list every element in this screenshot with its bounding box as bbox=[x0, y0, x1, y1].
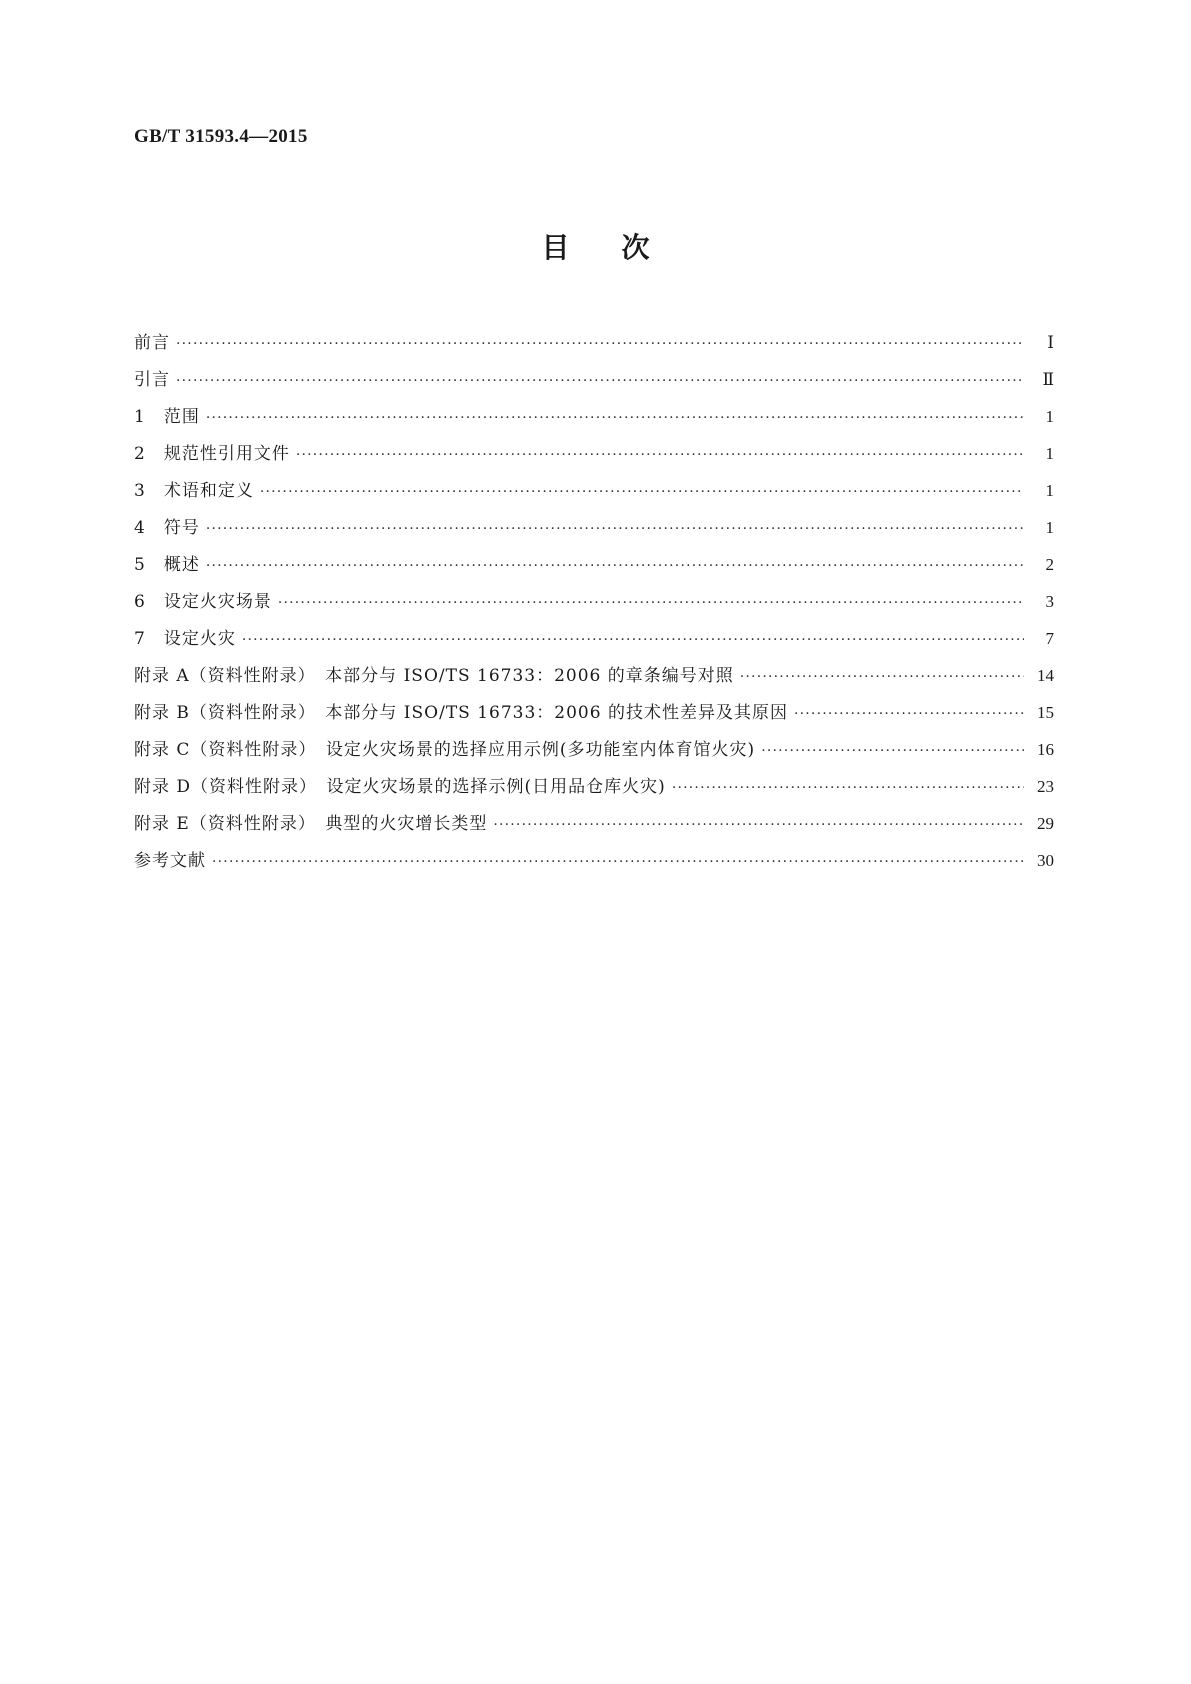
toc-entry-label: 引言 bbox=[134, 370, 170, 390]
dot-leader bbox=[212, 844, 1024, 881]
toc-entry-scope[interactable] bbox=[134, 398, 1054, 435]
dot-leader bbox=[672, 770, 1024, 807]
dot-leader bbox=[260, 474, 1024, 511]
toc-entry-page: 3 bbox=[1045, 592, 1054, 611]
toc-entry-annex-c[interactable] bbox=[134, 731, 1054, 768]
toc-entry-label: 附录 E（资料性附录） 典型的火灾增长类型 bbox=[134, 814, 488, 834]
toc-entry-annex-d[interactable] bbox=[134, 768, 1054, 805]
toc-entry-label: 附录 B（资料性附录） 本部分与 ISO/TS 16733：2006 的技术性差异及其原因 bbox=[134, 703, 788, 723]
dot-leader bbox=[206, 511, 1024, 548]
dot-leader bbox=[176, 363, 1024, 400]
dot-leader bbox=[761, 733, 1024, 770]
toc-entry-overview[interactable] bbox=[134, 546, 1054, 583]
toc-entry-label: 7 设定火灾 bbox=[134, 629, 236, 649]
toc-entry-label: 附录 C（资料性附录） 设定火灾场景的选择应用示例(多功能室内体育馆火灾) bbox=[134, 740, 756, 760]
toc-entry-label: 2 规范性引用文件 bbox=[134, 444, 290, 464]
dot-leader bbox=[296, 437, 1024, 474]
toc-entry-annex-b[interactable] bbox=[134, 694, 1054, 731]
toc-entry-page: 14 bbox=[1037, 666, 1054, 685]
toc-entry-page: 16 bbox=[1037, 740, 1054, 759]
toc-entry-page: Ⅱ bbox=[1042, 370, 1054, 389]
toc-entry-label: 参考文献 bbox=[134, 851, 206, 871]
toc-entry-symbols[interactable] bbox=[134, 509, 1054, 546]
toc-entry-label: 6 设定火灾场景 bbox=[134, 592, 272, 612]
toc-entry-page: 1 bbox=[1045, 444, 1054, 463]
toc-entry-page: 1 bbox=[1045, 407, 1054, 426]
toc-entry-label: 前言 bbox=[134, 333, 170, 353]
toc-entry-label: 附录 D（资料性附录） 设定火灾场景的选择示例(日用品仓库火灾) bbox=[134, 777, 666, 797]
dot-leader bbox=[493, 807, 1024, 844]
toc-entry-page: 2 bbox=[1045, 555, 1054, 574]
standard-number: GB/T 31593.4—2015 bbox=[134, 126, 308, 147]
toc-entry-label: 3 术语和定义 bbox=[134, 481, 254, 501]
toc-entry-page: 23 bbox=[1037, 777, 1054, 796]
toc-entry-foreword[interactable] bbox=[134, 324, 1054, 361]
toc-entry-label: 4 符号 bbox=[134, 518, 200, 538]
toc-entry-label: 附录 A（资料性附录） 本部分与 ISO/TS 16733：2006 的章条编号对照 bbox=[134, 666, 734, 686]
toc-entry-page: 29 bbox=[1037, 814, 1054, 833]
toc-entry-design-fire-scenarios[interactable] bbox=[134, 583, 1054, 620]
toc-entry-page: 1 bbox=[1045, 481, 1054, 500]
toc-entry-page: 30 bbox=[1037, 851, 1054, 870]
toc-entry-label: 1 范围 bbox=[134, 407, 200, 427]
toc-entry-page: Ⅰ bbox=[1047, 333, 1054, 352]
dot-leader bbox=[242, 622, 1024, 659]
toc-entry-page: 1 bbox=[1045, 518, 1054, 537]
dot-leader bbox=[794, 696, 1024, 733]
dot-leader bbox=[206, 548, 1024, 585]
toc-entry-annex-e[interactable] bbox=[134, 805, 1054, 842]
dot-leader bbox=[278, 585, 1024, 622]
toc-title: 目次 bbox=[541, 231, 702, 264]
dot-leader bbox=[176, 326, 1024, 363]
toc-entry-normative-references[interactable] bbox=[134, 435, 1054, 472]
dot-leader bbox=[206, 400, 1024, 437]
toc-entry-page: 7 bbox=[1045, 629, 1054, 648]
toc-entry-bibliography[interactable] bbox=[134, 842, 1054, 879]
dot-leader bbox=[740, 659, 1024, 696]
toc-entry-label: 5 概述 bbox=[134, 555, 200, 575]
toc-entry-terms-definitions[interactable] bbox=[134, 472, 1054, 509]
toc-entry-annex-a[interactable] bbox=[134, 657, 1054, 694]
toc-entry-page: 15 bbox=[1037, 703, 1054, 722]
table-of-contents bbox=[134, 324, 1054, 879]
toc-entry-introduction[interactable] bbox=[134, 361, 1054, 398]
toc-entry-design-fires[interactable] bbox=[134, 620, 1054, 657]
